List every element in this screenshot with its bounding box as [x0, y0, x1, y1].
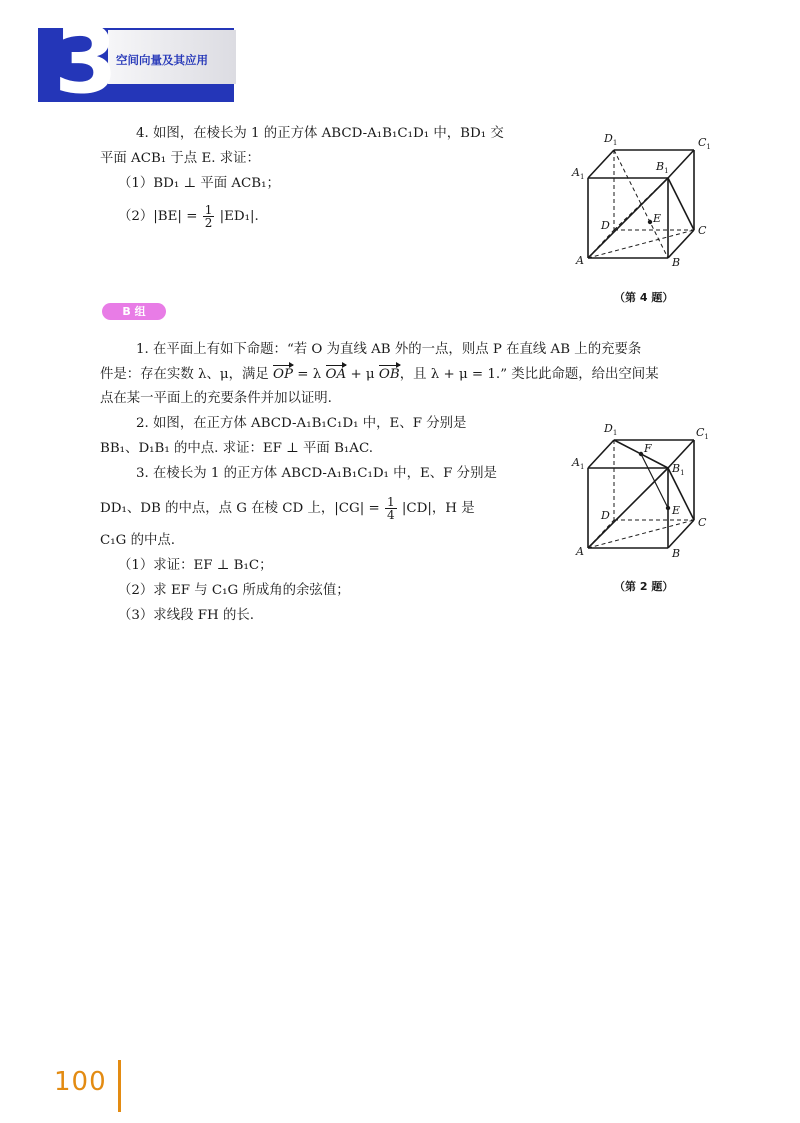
svg-text:C1: $C_1$ — [698, 136, 711, 151]
fraction-denominator: 2 — [204, 216, 213, 230]
problem4-line1: 4. 如图，在棱长为 1 的正方体 ABCD-A₁B₁C₁D₁ 中，BD₁ 交 — [136, 126, 504, 141]
b1-line2 — [100, 367, 659, 383]
b2-line1: 2. 如图，在正方体 ABCD-A₁B₁C₁D₁ 中，E、F 分别是 — [136, 416, 467, 431]
b3-part3: （3）求线段 FH 的长. — [118, 608, 254, 623]
b2-line2: BB₁、D₁B₁ 的中点. 求证：EF ⊥ 平面 B₁AC. — [100, 441, 373, 456]
fig2-caption: （第 2 题） — [614, 580, 674, 593]
svg-text:D: D — [601, 219, 610, 232]
b3-line3: C₁G 的中点. — [100, 533, 175, 548]
svg-text:A: A — [576, 254, 584, 267]
problem4-fraction — [203, 204, 215, 229]
problem4-part1: （1）BD₁ ⊥ 平面 ACB₁； — [118, 176, 280, 191]
svg-text:E: E — [653, 212, 662, 225]
b3-line2-suffix: |CD|，H 是 — [401, 501, 475, 516]
b1-line2-start: 件是：存在实数 λ、μ，满足 — [100, 367, 269, 382]
fraction-numerator: 1 — [387, 495, 395, 509]
b3-part2: （2）求 EF 与 C₁G 所成角的余弦值； — [118, 583, 350, 598]
fig4-caption: （第 4 题） — [614, 291, 674, 304]
svg-text:B1: $B_1$ — [672, 462, 685, 477]
svg-text:B: B — [672, 547, 681, 560]
b1-line2-end: ，且 λ + μ = 1.” 类比此命题，给出空间某 — [399, 367, 659, 382]
vector-oa: OA — [325, 367, 347, 382]
b1-plus: + μ — [350, 367, 375, 382]
svg-text:F: F — [644, 442, 652, 455]
svg-text:C: C — [698, 224, 707, 237]
problem4-part2-prefix: （2）|BE| = — [118, 209, 198, 224]
fraction-denominator: 4 — [387, 508, 395, 522]
svg-text:A1: $A_1$ — [572, 456, 585, 471]
svg-text:C: C — [698, 516, 707, 529]
b3-line2-prefix: DD₁、DB 的中点，点 G 在棱 CD 上，|CG| = — [100, 501, 380, 516]
b1-line3: 点在某一平面上的充要条件并加以证明. — [100, 391, 332, 406]
b3-fraction — [385, 496, 397, 521]
problem4-line2: 平面 ACB₁ 于点 E. 求证： — [100, 151, 260, 166]
svg-text:B1: $B_1$ — [656, 160, 669, 175]
svg-text:D1: $D_1$ — [604, 132, 618, 147]
svg-text:E: E — [672, 504, 681, 517]
svg-text:D: D — [601, 509, 610, 522]
chapter-title: 空间向量及其应用 — [116, 53, 208, 67]
b3-line1: 3. 在棱长为 1 的正方体 ABCD-A₁B₁C₁D₁ 中，E、F 分别是 — [136, 466, 497, 481]
vector-op: OP — [273, 367, 294, 382]
svg-text:B: B — [672, 256, 681, 269]
page-number-divider — [118, 1060, 121, 1112]
b1-eq: = λ — [297, 367, 322, 382]
svg-text:C1: $C_1$ — [696, 426, 709, 441]
svg-text:A1: $A_1$ — [572, 166, 585, 181]
svg-text:D1: $D_1$ — [604, 422, 618, 437]
problem4-part2-suffix: |ED₁|. — [219, 209, 259, 224]
b3-line2 — [100, 496, 475, 521]
chapter-number: 3 — [53, 7, 116, 114]
b3-part1: （1）求证：EF ⊥ B₁C； — [118, 558, 273, 573]
fraction-numerator: 1 — [204, 203, 213, 217]
group-b-badge: B 组 — [102, 303, 166, 320]
problem4-part2 — [118, 204, 259, 229]
vector-ob: OB — [378, 367, 400, 382]
cube-figure-2 — [568, 418, 718, 563]
cube-figure-4 — [568, 128, 718, 273]
b1-line1: 1. 在平面上有如下命题：“若 O 为直线 AB 外的一点，则点 P 在直线 AB 上的充要条 — [136, 342, 642, 357]
page-number: 100 — [54, 1067, 107, 1097]
svg-text:A: A — [576, 545, 584, 558]
